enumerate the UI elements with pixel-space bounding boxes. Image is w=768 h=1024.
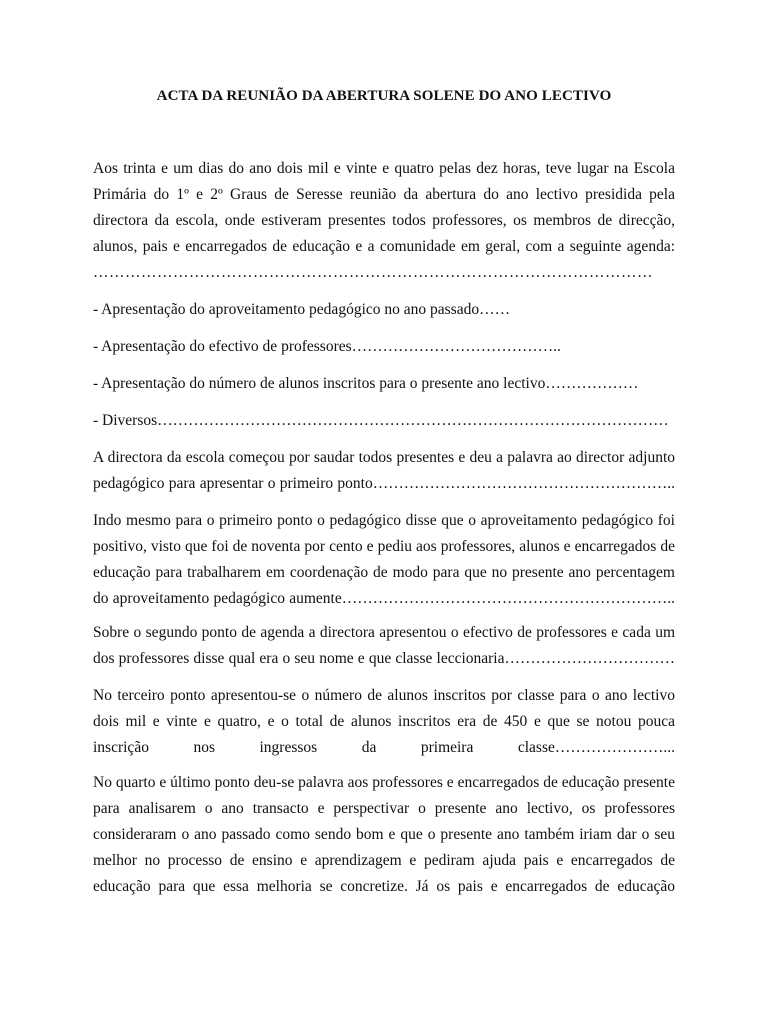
text-line: dos professores disse qual era o seu nome e que classe leccionaria…………………………… [93, 650, 675, 667]
agenda-item-text: - Apresentação do número de alunos inscritos para o presente ano lectivo……………… [93, 375, 639, 392]
body-paragraph-2 [93, 508, 675, 612]
text-line: positivo, visto que foi de noventa por cento e pediu aos professores, alunos e encarregados de [93, 538, 675, 555]
text-line: pedagógico para apresentar o primeiro ponto………………………………………………….. [93, 475, 675, 492]
agenda-item-text: - Apresentação do efectivo de professores………………………………….. [93, 338, 561, 355]
body-paragraph-5 [93, 770, 675, 900]
text-line: educação para que essa melhoria se concretize. Já os pais e encarregados de educação [93, 878, 675, 895]
agenda-item [93, 371, 675, 397]
body-paragraph-1 [93, 445, 675, 497]
document-title: ACTA DA REUNIÃO DA ABERTURA SOLENE DO ANO LECTIVO [156, 88, 612, 104]
text-line: dois mil e vinte e quatro, e o total de alunos inscritos era de 450 e que se notou pouca [93, 713, 675, 730]
text-line: Aos trinta e um dias do ano dois mil e vinte e quatro pelas dez horas, teve lugar na Escola [93, 160, 675, 177]
agenda-item-text: - Apresentação do aproveitamento pedagógico no ano passado…… [93, 301, 511, 318]
text-line: educação para trabalharem em coordenação de modo para que no presente ano percentagem [93, 564, 675, 581]
text-line: do aproveitamento pedagógico aumente……………………………………………………….. [93, 590, 675, 607]
text-line: alunos, pais e encarregados de educação e a comunidade em geral, com a seguinte agenda: [93, 238, 675, 255]
text-line: A directora da escola começou por saudar todos presentes e deu a palavra ao director adjunto [93, 449, 675, 466]
intro-paragraph [93, 156, 675, 286]
agenda-item [93, 408, 675, 434]
text-line: melhor no processo de ensino e aprendizagem e pediram ajuda pais e encarregados de [93, 852, 675, 869]
text-line: para analisarem o ano transacto e perspectivar o presente ano lectivo, os professores [93, 800, 675, 817]
dotted-line: …………………………………………………………………………………………… [93, 264, 653, 281]
text-line: No quarto e último ponto deu-se palavra aos professores e encarregados de educação presente [93, 774, 675, 791]
text-line: directora da escola, onde estiveram presentes todos professores, os membros de direcção, [93, 212, 675, 229]
text-line: consideraram o ano passado como sendo bom e que o presente ano também iriam dar o seu [93, 826, 675, 843]
agenda-item [93, 297, 675, 323]
text-line: inscrição nos ingressos da primeira classe…………………... [93, 739, 675, 756]
agenda-item [93, 334, 675, 360]
body-paragraph-4 [93, 683, 675, 761]
text-line: No terceiro ponto apresentou-se o número de alunos inscritos por classe para o ano lectivo [93, 687, 675, 704]
agenda-item-text: - Diversos……………………………………………………………………………………… [93, 412, 669, 429]
text-line: Primária do 1º e 2º Graus de Seresse reunião da abertura do ano lectivo presidida pela [93, 186, 675, 203]
body-paragraph-3 [93, 620, 675, 672]
text-line: Sobre o segundo ponto de agenda a directora apresentou o efectivo de professores e cada um [93, 624, 675, 641]
text-line: Indo mesmo para o primeiro ponto o pedagógico disse que o aproveitamento pedagógico foi [93, 512, 675, 529]
